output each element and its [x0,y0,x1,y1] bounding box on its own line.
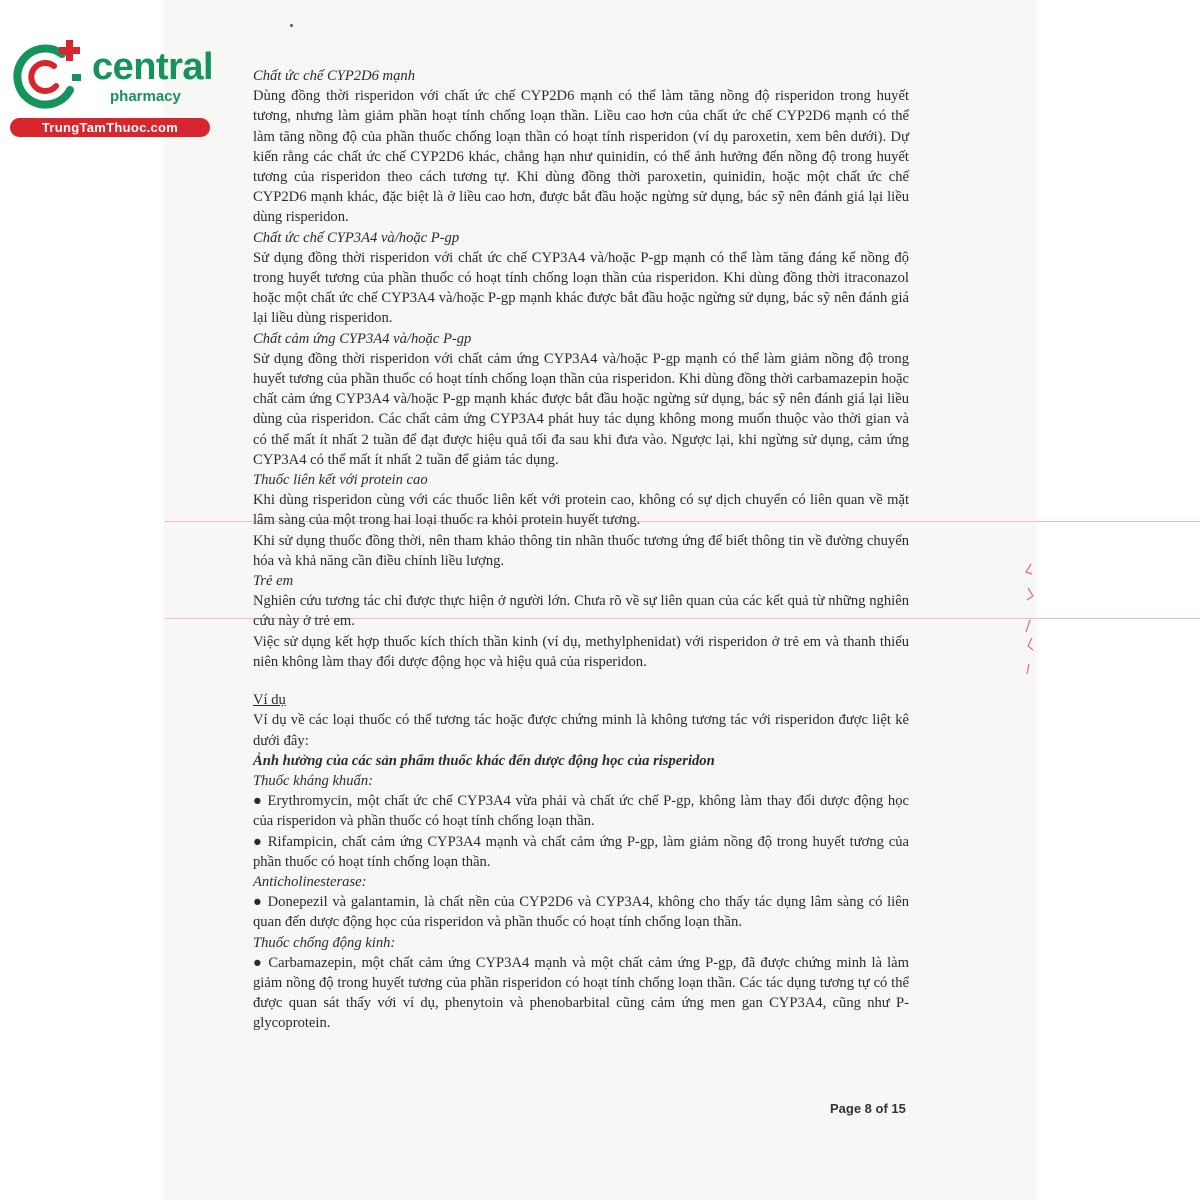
section-gap [253,672,909,690]
logo-name: central [92,46,214,88]
subheading: Chất ức chế CYP2D6 mạnh [253,68,415,84]
scan-dot [290,24,293,27]
document-body [253,66,909,1034]
paragraph: Sử dụng đồng thời risperidon với chất ức chế CYP3A4 và/hoặc P-gp mạnh có thể làm tăng đáng kể nồng độ trong huyết tương của phần thuốc có hoạt tính chống loạn thần của risperidon. Khi dùng đồng thời itraconazol hoặc một chất ức chế CYP3A4 và/hoặc P-gp mạnh khác được bắt đầu hoặc ngừng sử dụng, bác sỹ nên đánh giá lại liều dùng risperidon. [253,249,909,327]
paragraph: ● Carbamazepin, một chất cảm ứng CYP3A4 mạnh và một chất cảm ứng P-gp, đã được chứng minh là làm giảm nồng độ trong huyết tương của phần risperidon có hoạt tính chống loạn thần. Các tác dụng tương tự có thể được quan sát thấy với ví dụ, phenytoin và phenobarbital cũng cảm ứng men gan CYP3A4, cũng như P-glycoprotein. [253,954,909,1032]
signature-mark [1022,560,1036,680]
paragraph: Sử dụng đồng thời risperidon với chất cảm ứng CYP3A4 và/hoặc P-gp mạnh có thể làm giảm nồng độ trong huyết tương của phần thuốc có hoạt tính chống loạn thần của risperidon. Khi dùng đồng thời carbamazepin hoặc chất cảm ứng CYP3A4 và/hoặc P-gp mạnh khác được bắt đầu hoặc ngừng sử dụng, bác sỹ nên đánh giá lại liều dùng của risperidon. Các chất cảm ứng CYP3A4 phát huy tác dụng không mong muốn thuộc vào thời gian và có thể mất ít nhất 2 tuần để đạt được hiệu quả tối đa sau khi đưa vào. Ngược lại, khi ngừng sử dụng, cảm ứng CYP3A4 có thể mất ít nhất 2 tuần để giảm tác dụng. [253,350,909,468]
subheading: Anticholinesterase: [253,873,367,890]
central-pharmacy-logo-icon [10,38,90,116]
logo-subtitle: pharmacy [110,88,181,105]
paragraph: Dùng đồng thời risperidon với chất ức chế CYP2D6 mạnh có thể làm tăng nồng độ risperidon trong huyết tương, nhưng làm giảm phần hoạt tính chống loạn thần. Liều cao hơn của chất ức chế CYP2D6 mạnh có thể làm tăng nồng độ của phần thuốc chống loạn thần có hoạt tính risperidon (ví dụ paroxetin, xem bên dưới). Dự kiến rằng các chất ức chế CYP2D6 khác, chẳng hạn như quinidin, có thể ảnh hưởng đến nồng độ trong huyết tương của risperidon theo cách tương tự. Khi dùng đồng thời paroxetin, quinidin, hoặc một chất ức chế CYP2D6 mạnh khác, đặc biệt là ở liều cao hơn, được bắt đầu hoặc ngừng sử dụng, bác sỹ nên đánh giá lại liều dùng risperidon. [253,88,909,226]
paragraph: Khi dùng risperidon cùng với các thuốc liên kết với protein cao, không có sự dịch chuyển có liên quan về mặt lâm sàng của một trong hai loại thuốc ra khỏi protein huyết tương. [253,492,909,529]
bold-subheading: Ảnh hưởng của các sản phẩm thuốc khác đến dược động học của risperidon [253,752,715,769]
paragraph: Nghiên cứu tương tác chỉ được thực hiện ở người lớn. Chưa rõ về sự liên quan của các kết quả từ những nghiên cứu này ở trẻ em. [253,593,909,630]
logo-website-badge[interactable]: TrungTamThuoc.com [10,118,210,137]
paragraph: Việc sử dụng kết hợp thuốc kích thích thần kinh (ví dụ, methylphenidat) với risperidon ở trẻ em và thanh thiếu niên không làm thay đổi dược động học và hiệu quả của risperidon. [253,633,909,670]
paragraph: Khi sử dụng thuốc đồng thời, nên tham khảo thông tin nhãn thuốc tương ứng để biết thông tin về đường chuyển hóa và khả năng cần điều chỉnh liều lượng. [253,532,909,569]
subheading: Trẻ em [253,573,294,590]
page-number: Page 8 of 15 [830,1101,906,1116]
subheading: Chất ức chế CYP3A4 và/hoặc P-gp [253,229,460,246]
paragraph: ● Donepezil và galantamin, là chất nền của CYP2D6 và CYP3A4, không cho thấy tác dụng lâm sàng có liên quan đến dược động học của risperidon và phần thuốc có hoạt tính chống loạn thần. [253,894,909,931]
pharmacy-logo[interactable] [10,38,215,138]
paragraph: ● Rifampicin, chất cảm ứng CYP3A4 mạnh và chất cảm ứng P-gp, làm giảm nồng độ trong huyết tương của phần thuốc có hoạt tính chống loạn thần. [253,833,909,870]
subheading: Thuốc chống động kinh: [253,934,396,951]
subheading: Thuốc liên kết với protein cao [253,472,428,489]
paragraph: ● Erythromycin, một chất ức chế CYP3A4 vừa phải và chất ức chế P-gp, không làm thay đổi dược động học của risperidon và phần thuốc có hoạt tính chống loạn thần. [253,793,909,830]
subheading: Chất cảm ứng CYP3A4 và/hoặc P-gp [253,330,472,347]
subheading: Thuốc kháng khuẩn: [253,772,373,789]
section-heading: Ví dụ [253,692,286,709]
paragraph: Ví dụ về các loại thuốc có thể tương tác hoặc được chứng minh là không tương tác với risperidon được liệt kê dưới đây: [253,712,909,749]
